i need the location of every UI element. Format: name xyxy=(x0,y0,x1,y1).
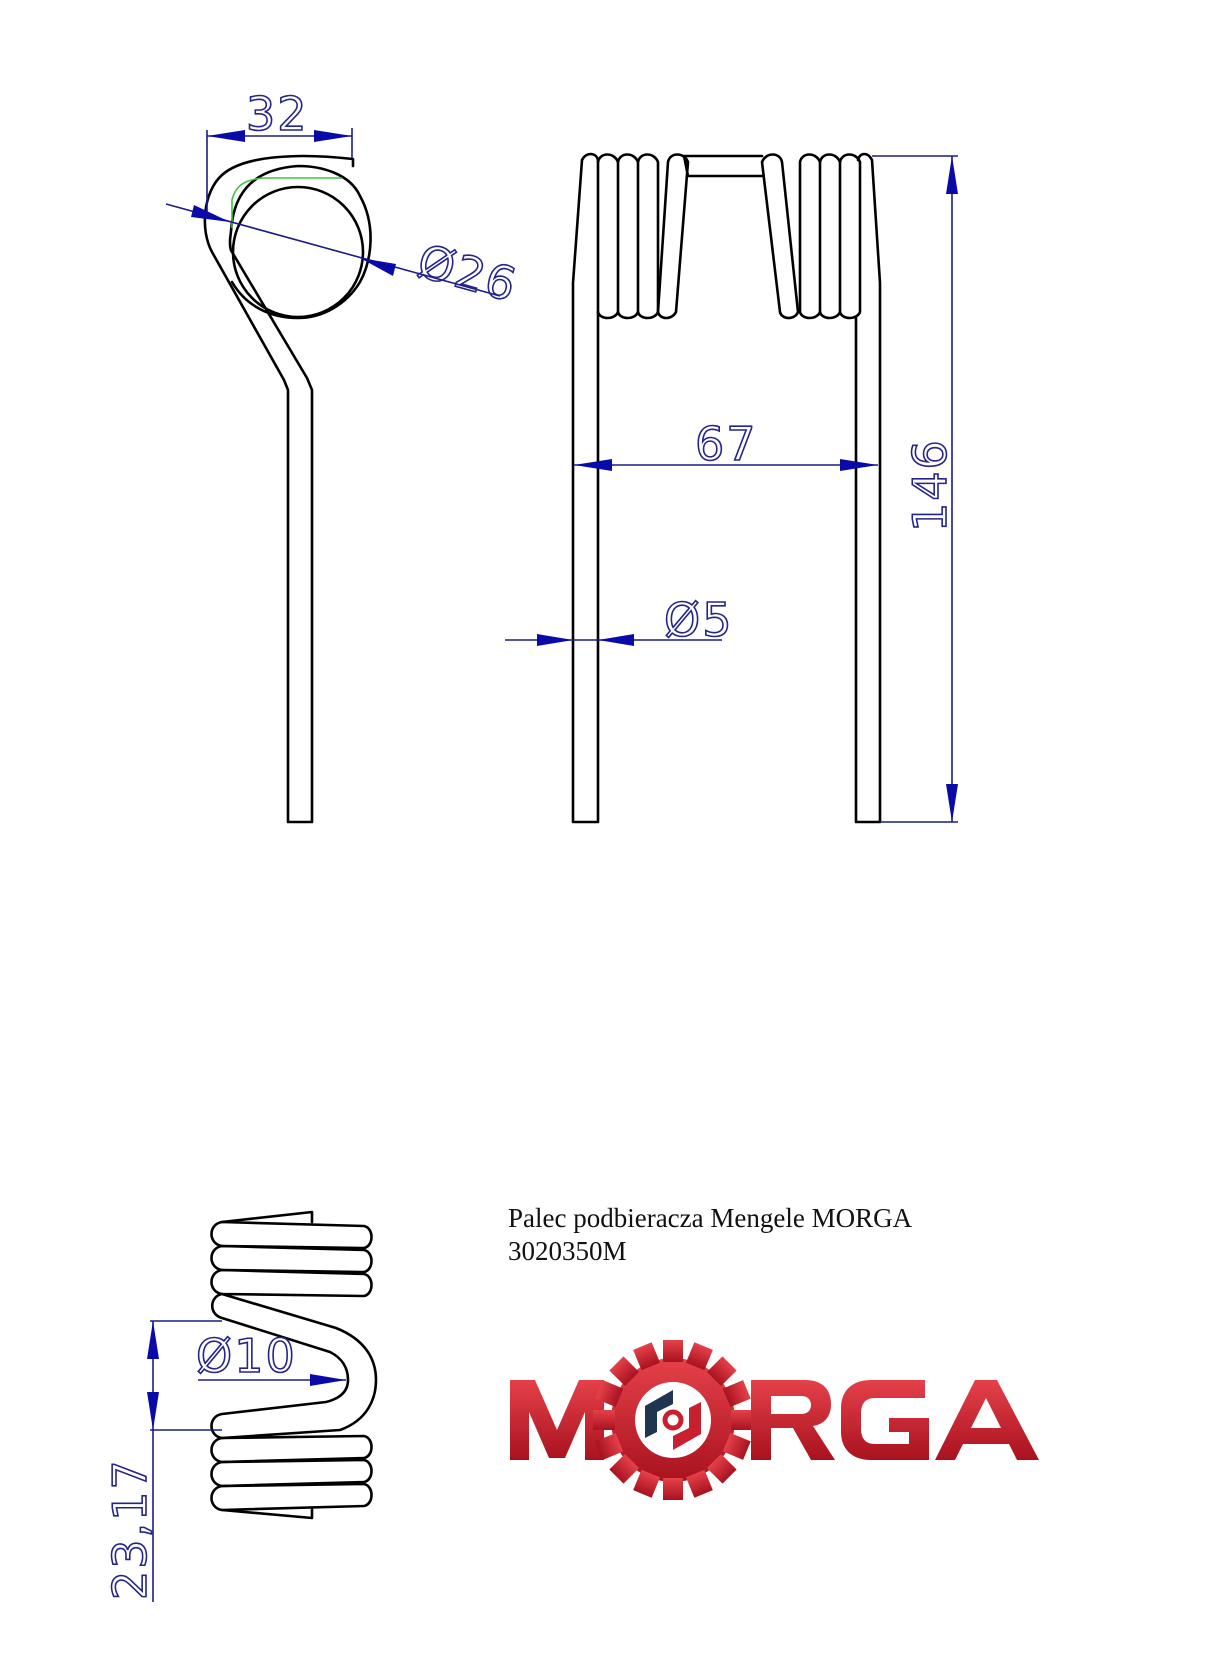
side-view-outer-contour xyxy=(205,156,353,822)
product-title: Palec podbieracza Mengele MORGA xyxy=(508,1203,913,1233)
coil-outline-top-back xyxy=(222,1212,312,1222)
coil-2 xyxy=(212,1246,372,1272)
dim-26-label: Ø26 xyxy=(412,233,524,313)
front-view-left-coil-2 xyxy=(618,155,638,319)
coil-detail-view xyxy=(103,1212,376,1602)
dim-5-label: Ø5 xyxy=(664,593,734,647)
dim-67-label: 67 xyxy=(695,417,758,471)
dim-5-arrow-left xyxy=(537,634,573,646)
front-view-right-coil-1 xyxy=(840,155,860,319)
front-view-left-coil-3 xyxy=(638,155,658,319)
logo-letter-r xyxy=(751,1380,835,1460)
front-view-right-coil-4 xyxy=(762,155,798,319)
dim-32-label: 32 xyxy=(246,87,309,141)
front-view-top-bar xyxy=(684,156,762,176)
dim-5-arrow-right xyxy=(598,634,634,646)
front-view-right-coil-3 xyxy=(800,155,820,319)
side-view-inner-loop xyxy=(233,187,363,317)
product-caption xyxy=(508,1202,912,1268)
dim-26-arrow-left xyxy=(191,205,230,222)
logo-letter-g xyxy=(841,1380,929,1460)
side-view xyxy=(166,87,524,822)
coil-1 xyxy=(212,1222,372,1248)
front-view-left-coil-4 xyxy=(658,155,688,319)
logo-letter-m xyxy=(510,1380,604,1460)
coil-6 xyxy=(212,1484,372,1510)
dim-146-arrow-bottom xyxy=(946,784,958,822)
coil-5 xyxy=(212,1460,372,1486)
dim-67-arrow-right xyxy=(840,459,878,471)
dim-146-label: 146 xyxy=(903,438,957,532)
front-view-left-leg xyxy=(573,154,598,822)
front-view-left-coil-1 xyxy=(598,155,618,319)
product-code: 3020350M xyxy=(508,1236,627,1266)
dim-32-arrow-right xyxy=(314,130,352,142)
dim-67-arrow-left xyxy=(574,459,612,471)
dim-2317-label: 23,17 xyxy=(103,1458,157,1600)
coil-4 xyxy=(212,1436,372,1462)
dim-32-arrow-left xyxy=(207,130,245,142)
front-view xyxy=(505,154,958,822)
dim-146-arrow-top xyxy=(946,156,958,194)
front-view-right-coil-2 xyxy=(820,155,840,319)
logo-letter-a xyxy=(935,1380,1039,1460)
dim-2317-arrow-top xyxy=(147,1321,159,1359)
morga-logo xyxy=(505,1340,1045,1500)
coil-3 xyxy=(212,1270,372,1296)
dim-2317-arrow-bottom xyxy=(147,1392,159,1430)
logo-gear-icon xyxy=(593,1340,753,1500)
dim-10-arrow xyxy=(310,1374,346,1386)
dim-10-label: Ø10 xyxy=(196,1329,297,1383)
